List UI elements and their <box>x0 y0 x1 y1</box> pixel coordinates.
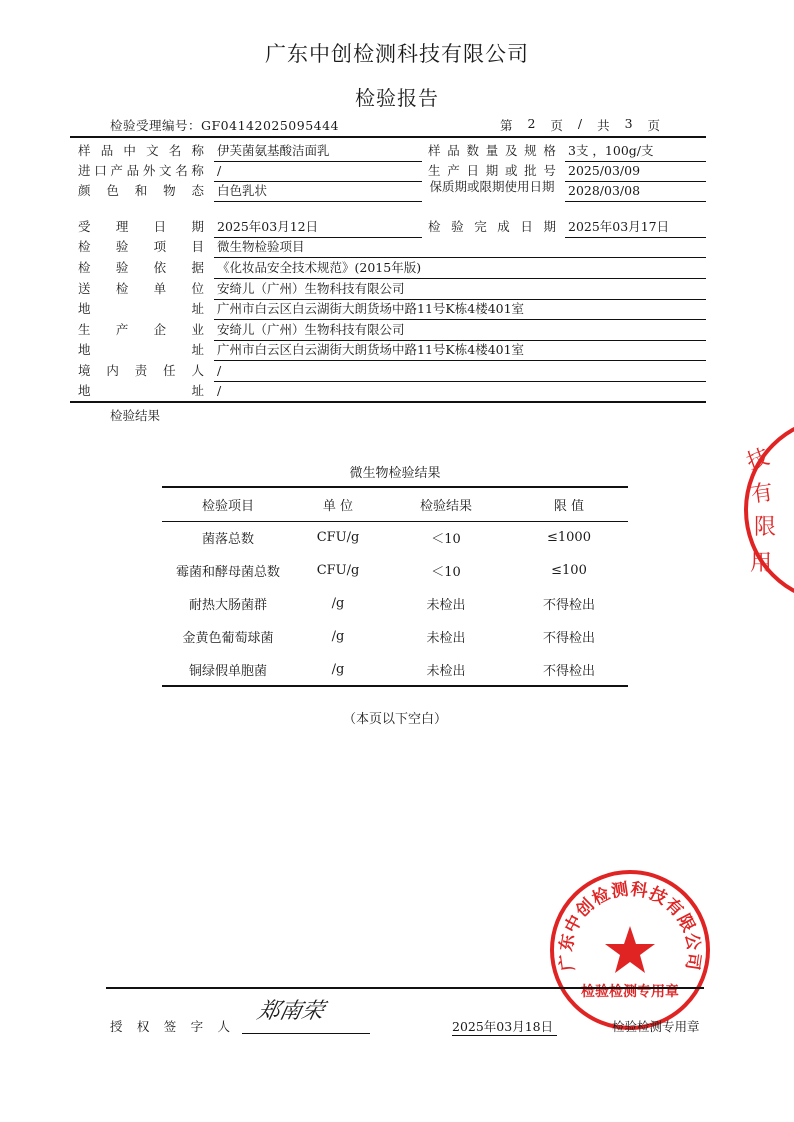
info-label: 地 址 <box>78 342 204 357</box>
seal-bottom-text: 检验检测专用章 <box>581 984 679 1000</box>
company-name: 广东中创检测科技有限公司 <box>265 42 529 66</box>
info-value: 安绮儿（广州）生物科技有限公司 <box>214 279 706 300</box>
svg-text:用: 用 <box>750 551 773 576</box>
info-label: 受 理 日 期 <box>78 219 204 234</box>
table-row <box>162 620 628 653</box>
info-row <box>0 258 794 278</box>
results-header-row <box>162 487 628 521</box>
cell-unit: /g <box>294 653 382 686</box>
cell-item: 铜绿假单胞菌 <box>162 653 294 686</box>
info-label-secondary: 样 品 数 量 及 规 格 <box>428 143 556 158</box>
info-row <box>0 237 794 257</box>
page-total: 3 <box>624 116 633 131</box>
info-value: 伊芙菌氨基酸洁面乳 <box>214 141 422 162</box>
page-word: 共 <box>597 118 610 133</box>
cell-result: 未检出 <box>426 598 466 613</box>
cell-unit: CFU/g <box>316 563 360 578</box>
info-row <box>0 181 794 201</box>
partial-seal-edge <box>740 410 794 610</box>
info-value: 广州市白云区白云湖街大朗货场中路11号K栋4楼401室 <box>214 299 706 320</box>
info-row <box>0 161 794 181</box>
svg-text:限: 限 <box>754 515 777 540</box>
sign-date: 2025年03月18日 <box>452 1017 557 1036</box>
info-label-secondary: 保质期或限期使用日期 <box>429 179 555 194</box>
info-value: 白色乳状 <box>214 181 422 202</box>
bottom-rule <box>106 987 704 989</box>
seal-ring-text: 广东中创检测科技有限公司 <box>556 879 704 973</box>
table-row <box>162 554 628 587</box>
info-row <box>0 381 794 401</box>
info-label-secondary: 检 验 完 成 日 期 <box>428 219 556 234</box>
cell-limit: ≤100 <box>551 563 587 578</box>
info-row <box>0 299 794 319</box>
cell-limit: 不得检出 <box>542 631 595 646</box>
info-row <box>0 279 794 299</box>
accept-number-label: 检验受理编号： <box>110 118 202 133</box>
info-label: 进 口 产 品 外 文 名 称 <box>78 163 204 178</box>
info-label: 生 产 企 业 <box>78 322 204 337</box>
info-label: 检 验 依 据 <box>78 260 204 275</box>
page-current: 2 <box>527 116 536 131</box>
table-row <box>162 587 628 620</box>
info-label: 地 址 <box>78 383 204 398</box>
info-label: 检 验 项 目 <box>78 239 204 254</box>
cell-item: 霉菌和酵母菌总数 <box>175 565 280 580</box>
info-label: 颜 色 和 物 态 <box>78 183 204 198</box>
svg-text:有: 有 <box>749 480 775 508</box>
cell-item: 菌落总数 <box>201 532 254 548</box>
cell-item: 金黄色葡萄球菌 <box>182 631 274 646</box>
info-value-secondary: 2025年03月17日 <box>565 217 706 238</box>
info-value: 《化妆品安全技术规范》(2015年版) <box>214 258 706 279</box>
blank-page-note: （本页以下空白） <box>342 712 447 727</box>
cell-item: 耐热大肠菌群 <box>188 598 267 613</box>
inspection-seal <box>548 868 712 1032</box>
signature: 郑南荣 <box>254 999 327 1024</box>
cell-result: ＜10 <box>431 565 461 580</box>
signature-line <box>242 1033 370 1034</box>
info-row <box>0 217 794 237</box>
table-row <box>162 653 628 686</box>
info-label: 送 检 单 位 <box>78 281 204 296</box>
info-label-secondary: 生 产 日 期 或 批 号 <box>428 163 556 178</box>
page-separator: / <box>577 116 583 131</box>
top-rule <box>70 136 706 138</box>
results-table <box>162 486 628 687</box>
page-word: 第 <box>500 118 513 133</box>
cell-unit: CFU/g <box>316 530 360 546</box>
cell-result: ＜10 <box>431 532 461 548</box>
cell-limit: 不得检出 <box>510 653 628 686</box>
cell-limit: 不得检出 <box>542 598 595 613</box>
info-label: 境 内 责 任 人 <box>78 363 204 378</box>
header-limit: 限 值 <box>510 487 628 521</box>
page-word: 页 <box>647 118 660 133</box>
results-table-caption: 微生物检验结果 <box>349 466 441 481</box>
info-value: 广州市白云区白云湖街大朗货场中路11号K栋4楼401室 <box>214 340 706 361</box>
seal-label: 检验检测专用章 <box>612 1019 700 1034</box>
header-result: 检验结果 <box>382 487 510 521</box>
page-indicator <box>500 116 660 134</box>
page-word: 页 <box>550 118 563 133</box>
info-row <box>0 141 794 161</box>
info-value-secondary: 2025/03/09 <box>565 161 706 182</box>
mid-rule <box>70 401 706 403</box>
info-label: 样 品 中 文 名 称 <box>78 143 204 158</box>
header-unit: 单 位 <box>294 487 382 521</box>
info-value-secondary: 3支 ，100g/支 <box>565 141 706 162</box>
header-item: 检验项目 <box>162 487 294 521</box>
info-row <box>0 320 794 340</box>
svg-text:技: 技 <box>743 444 773 476</box>
info-value: / <box>214 361 706 382</box>
info-row <box>0 340 794 360</box>
info-row <box>0 361 794 381</box>
info-value: / <box>214 381 706 402</box>
cell-unit: /g <box>331 629 345 644</box>
info-value: 安绮儿（广州）生物科技有限公司 <box>214 320 706 341</box>
signatory-label: 授 权 签 字 人 <box>110 1019 230 1034</box>
cell-unit: /g <box>331 596 345 611</box>
cell-result: 未检出 <box>426 631 466 646</box>
report-title: 检验报告 <box>355 86 439 110</box>
results-section-label: 检验结果 <box>110 408 161 423</box>
info-value: 2025年03月12日 <box>214 217 422 238</box>
accept-number-value: GF04142025095444 <box>201 118 340 133</box>
table-row <box>162 521 628 554</box>
info-value-secondary: 2028/03/08 <box>565 181 706 202</box>
info-value: 微生物检验项目 <box>214 237 706 258</box>
info-value: / <box>214 161 422 182</box>
info-label: 地 址 <box>78 301 204 316</box>
cell-limit: ≤1000 <box>547 530 591 546</box>
cell-result: 未检出 <box>382 653 510 686</box>
accept-number <box>110 116 339 134</box>
